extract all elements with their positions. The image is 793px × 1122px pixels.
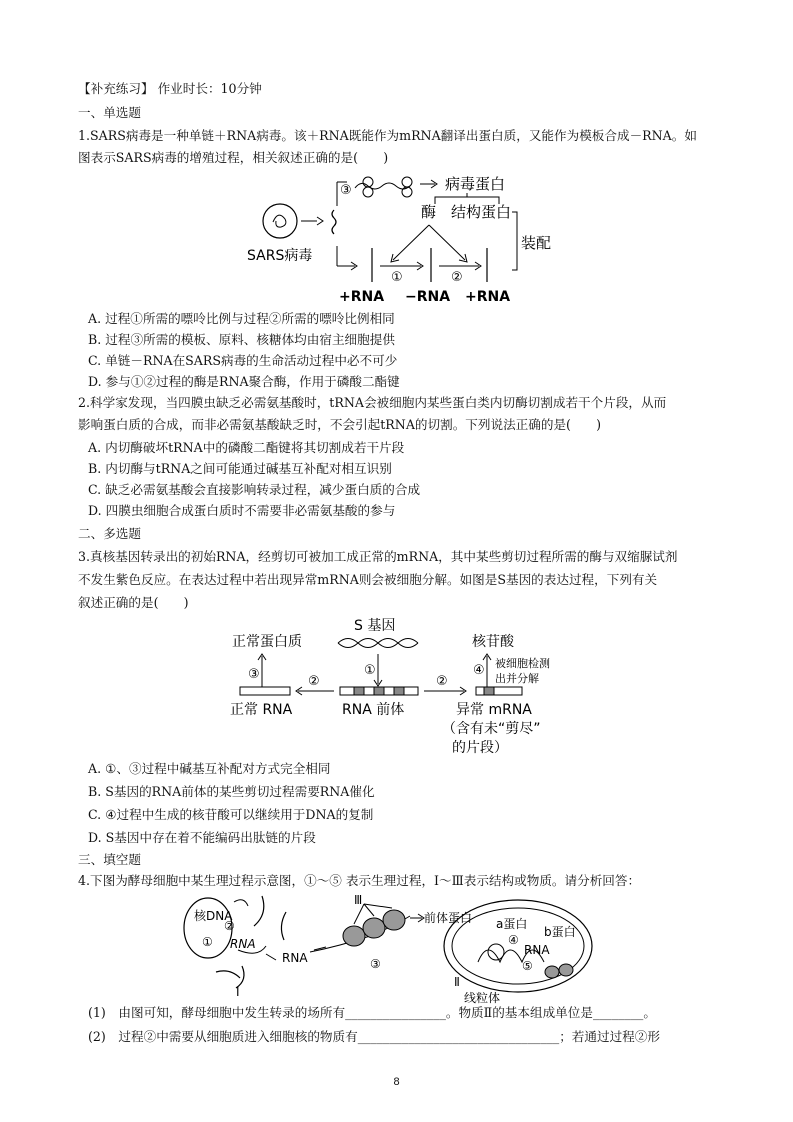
s-gene-label: S 基因 [354,618,396,634]
q1-option-c[interactable]: C. 单链－RNA在SARS病毒的生命活动过程中必不可少 [88,353,398,368]
q3-stem-line3: 叙述正确的是( ) [78,595,189,610]
q3-process-4: ④ [473,663,485,678]
plus-rna-1: +RNA [339,289,385,305]
mitochondrion-label: 线粒体 [464,991,501,1005]
label-II: Ⅱ [454,975,460,989]
q3-process-2-right: ② [436,674,448,689]
q4-process-2: ② [224,919,235,933]
q1-option-a[interactable]: A. 过程①所需的嘌呤比例与过程②所需的嘌呤比例相同 [88,311,395,326]
q4-rna-3: RNA [524,943,550,957]
section-single-choice: 一、单选题 [78,105,141,120]
q3-figure-s-gene [228,612,588,762]
header-line [78,80,262,98]
protein-b-label: b蛋白 [544,925,576,939]
q3-option-a[interactable]: A. ①、③过程中碱基互补配对方式完全相同 [88,761,331,776]
q2-stem-line2: 影响蛋白质的合成，而非必需氨基酸缺乏时，不会引起tRNA的切割。下列说法正确的是( ) [78,417,602,432]
q4-rna-1: RNA [230,937,256,951]
label-I: Ⅰ [236,985,240,999]
q1-option-d[interactable]: D. 参与①②过程的酶是RNA聚合酶，作用于磷酸二酯键 [88,374,400,389]
virus-protein-label: 病毒蛋白 [445,175,506,193]
abnormal-note-1: （含有未“剪尽” [442,721,541,737]
abnormal-note-2: 的片段） [452,740,508,756]
q1-process-1: ① [391,270,403,285]
section-multiple-choice: 二、多选题 [78,526,141,541]
label-III: Ⅲ [354,893,363,907]
q3-process-2-left: ② [308,674,320,689]
q4-process-1: ① [202,935,213,949]
homework-time: 作业时长：10分钟 [157,81,262,96]
header-tag: 【补充练习】 [78,81,154,96]
precursor-protein-label: 前体蛋白 [424,911,473,925]
structural-protein-label: 结构蛋白 [451,203,512,221]
q2-option-d[interactable]: D. 四膜虫细胞合成蛋白质时不需要非必需氨基酸的参与 [88,503,396,518]
page-number: 8 [393,1076,400,1088]
section-fill-in: 三、填空题 [78,852,141,867]
q2-option-c[interactable]: C. 缺乏必需氨基酸会直接影响转录过程，减少蛋白质的合成 [88,482,421,497]
q2-option-a[interactable]: A. 内切酶破坏tRNA中的磷酸二酯键将其切割成若干片段 [88,440,405,455]
q4-sub-1[interactable]: (1) 由图可知，酵母细胞中发生转录的场所有________________。物质Ⅱ的基本组成单位是________。 [88,1005,656,1020]
nucleotide-label: 核苷酸 [472,634,514,650]
abnormal-mrna-label: 异常 mRNA [456,702,532,718]
minus-rna: −RNA [405,289,451,305]
q1-stem-line2: 图表示SARS病毒的增殖过程，相关叙述正确的是( ) [78,150,389,165]
q1-process-2: ② [451,270,463,285]
q4-stem: 4.下图为酵母细胞中某生理过程示意图，①～⑤ 表示生理过程，Ⅰ～Ⅲ表示结构或物质。请分析回答： [78,873,641,888]
q4-process-4: ④ [508,933,519,947]
protein-a-label: a蛋白 [496,917,528,931]
q1-process-3: ③ [340,183,352,198]
q4-figure-yeast-cell [178,890,598,1005]
normal-protein-label: 正常蛋白质 [232,634,302,650]
plus-rna-2: +RNA [465,289,511,305]
rna-precursor-label: RNA 前体 [342,702,405,718]
normal-rna-label: 正常 RNA [230,702,293,718]
nuclear-dna-label: 核DNA [194,909,233,923]
detect-label-1: 被细胞检测 [495,657,550,670]
q1-stem-line1: 1.SARS病毒是一种单链＋RNA病毒。该＋RNA既能作为mRNA翻译出蛋白质，又能作为模板合成－RNA。如 [78,128,697,143]
sars-virus-label: SARS病毒 [247,248,313,264]
q4-rna-2: RNA [282,951,308,965]
detect-label-2: 出并分解 [495,672,539,685]
q3-process-3: ③ [248,667,260,682]
q3-stem-line2: 不发生紫色反应。在表达过程中若出现异常mRNA则会被细胞分解。如图是S基因的表达过程，下列有关 [78,572,658,587]
q4-process-3: ③ [370,957,381,971]
q2-stem-line1: 2.科学家发现，当四膜虫缺乏必需氨基酸时，tRNA会被细胞内某些蛋白类内切酶切割成若干个片段，从而 [78,395,667,410]
enzyme-label: 酶 [421,203,437,221]
q2-option-b[interactable]: B. 内切酶与tRNA之间可能通过碱基互补配对相互识别 [88,461,392,476]
q1-option-b[interactable]: B. 过程③所需的模板、原料、核糖体均由宿主细胞提供 [88,332,395,347]
q3-process-1: ① [364,663,376,678]
q1-figure-sars [247,170,565,308]
assembly-label: 装配 [521,234,552,252]
q3-stem-line1: 3.真核基因转录出的初始RNA，经剪切可被加工成正常的mRNA，其中某些剪切过程所需的酶与双缩脲试剂 [78,549,678,564]
q3-option-d[interactable]: D. S基因中存在着不能编码出肽链的片段 [88,830,316,845]
q4-process-5: ⑤ [522,959,533,973]
q4-sub-2[interactable]: (2) 过程②中需要从细胞质进入细胞核的物质有________________________________；若通过过程②形 [88,1029,660,1044]
q3-option-b[interactable]: B. S基因的RNA前体的某些剪切过程需要RNA催化 [88,784,375,799]
q3-option-c[interactable]: C. ④过程中生成的核苷酸可以继续用于DNA的复制 [88,807,374,822]
